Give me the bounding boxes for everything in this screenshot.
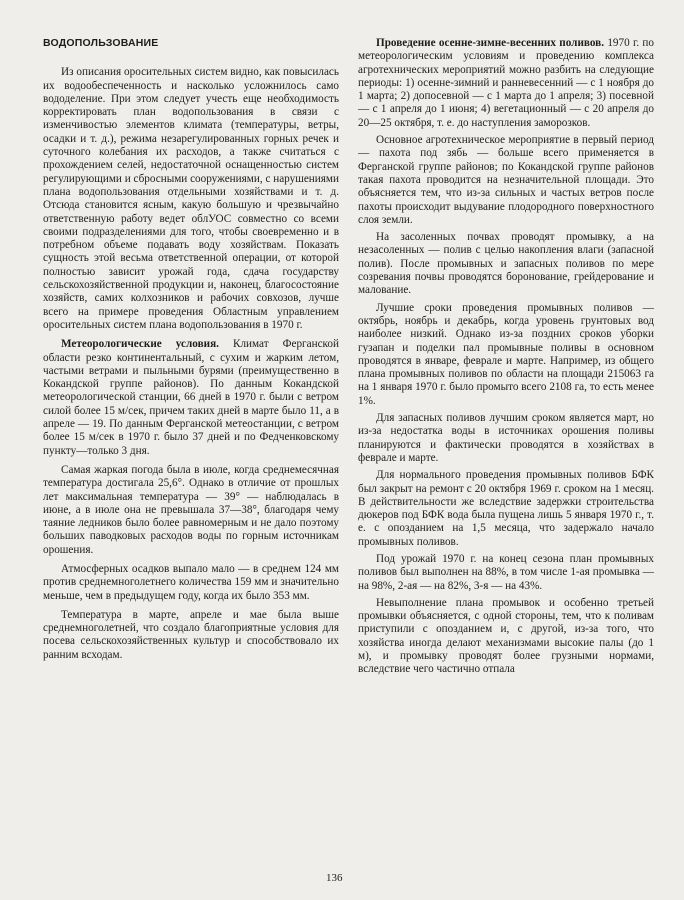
section-heading: ВОДОПОЛЬЗОВАНИЕ: [43, 37, 159, 49]
paragraph-intro: Из описания оросительных систем видно, как повысилась их водообеспеченность и насколько усложнилось само вододеление. При этом следует учесть еще необходимость корректировать план водопользования в связи с изменчивостью элементов климата (температуры, ветры, осадки и т. д.), режима незарегулированных горных речек и суточного колебания их расходов, а также считаться с прохождением селей, недостаточной оснащенностью систем регулирующими и сбросными сооружениями, с нарушениями плана водопользования отдельными хозяйствами и т. д. Отсюда становится ясным, какую большую и чрезвычайно ответственную работу ведет облУОС совместно со всеми своими подразделениями для того, чтобы своевременно и в потребном объеме подавать воду хозяйствам. Показать сущность этой весьма ответственной операции, от которой полностью зависит урожай года, сдача государству сельскохозяйственной продукции и, наконец, благосостояние хозяйств, самих колхозников и рабочих совхозов, лучше всего на примере проведения Областным управлением оросительных систем плана водопользования в 1970 г.: [43, 66, 339, 331]
right-column: [358, 37, 654, 681]
paragraph-spring-temperature: Температура в марте, апреле и мае была выше среднемноголетней, что создало благоприятные условия для посева сельскохозяйственных культур и способствовало их ранним всходам.: [43, 608, 339, 661]
paragraph-hot-weather: Самая жаркая погода была в июле, когда среднемесячная температура достигала 25,6°. Однако в отличие от прошлых лет максимальная температура — 39° — наблюдалась в июне, а в июле она не превышала 37—38°, благодаря чему таяние ледников было более равномерным и не дало поэтому больших паводковых расходов воды по горным источникам орошения.: [43, 463, 339, 556]
paragraph-irrigation-periods: [358, 37, 654, 130]
paragraph-bfk-repair: Для нормального проведения промывных поливов БФК был закрыт на ремонт с 20 октября 1969 г. сроком на 1 месяц. В действительности же вследствие задержки строительства дюкеров под БФК вода была пущена лишь 5 января 1970 г., т. е. с опозданием на 1,5 месяца, что задержало начало промывных поливов.: [358, 469, 654, 548]
paragraph-plowing: Основное агротехническое мероприятие в первый период — пахота под зябь — больше всего применяется в Ферганской группе районов; по Кокандской группе районов такая пахота проводится на незначительной площади. Это объясняется тем, что из-за сильных и частых ветров после пахоты происходит выдувание плодородного поверхностного слоя земли.: [358, 134, 654, 226]
paragraph-lead: Проведение осенне-зимне-весенних поливов.: [376, 37, 605, 49]
page-number: 136: [326, 872, 343, 884]
paragraph-plan-fulfilment: Под урожай 1970 г. на конец сезона план промывных поливов был выполнен на 88%, в том числе 1-ая промывка — на 98%, 2-ая — на 82%, 3-я — на 43%.: [358, 552, 654, 592]
paragraph-saline-soils: На засоленных почвах проводят промывку, а на незасоленных — полив с целью накопления влаги (запасной полив). После промывных и запасных поливов по мере созревания почвы проводятся боронование, грейдерование и малование.: [358, 231, 654, 297]
paragraph-leaching-terms: Лучшие сроки проведения промывных поливов — октябрь, ноябрь и декабрь, когда уровень грунтовых вод наиболее низкий. Однако из-за поздних сроков уборки гузапан и поделки пал промывные поливы в основном проводятся в январе, феврале и марте. Например, из общего плана промывных поливов по области на площади 215063 га на 1 января 1970 г. было промыто всего 2108 га, то есть менее 1%.: [358, 301, 654, 407]
paragraph-text: 1970 г. по метеорологическим условиям и проведению комплекса агротехнических мероприятий можно разбить на следующие периоды: 1) осенне-зимний и ранневесенний — с 1 ноября до 1 марта; 2) допосевной — с 1 марта до 1 апреля; 3) посевной — с 1 апреля до 1 июня; 4) вегетационный — с 20 апреля до 20—25 октября, т. е. до наступления заморозков.: [358, 37, 655, 129]
paragraph-reserve-irrigation: Для запасных поливов лучшим сроком является март, но из-за недостатка воды в источниках орошения поливы планируются и фактически проводятся в хозяйствах в феврале и марте.: [358, 412, 654, 464]
paragraph-precipitation: Атмосферных осадков выпало мало — в среднем 124 мм против среднемноголетнего количества 159 мм и значительно меньше, чем в предыдущем году, когда их было 353 мм.: [43, 562, 339, 602]
paragraph-text: Климат Ферганской области резко континентальный, с сухим и жарким летом, частыми ветрами и пыльными бурями (преимущественно в Кокандской группе районов). По данным Кокандской метеорологической станции, 66 дней в 1970 г. были с ветром силой более 15 м/сек, причем таких дней в марте было 11, а в апреле — 19. По данным Ферганской метеостанции, с ветром более 15 м/сек в 1970 г. было 37 дней и по Федченковскому пункту—только 3 дня.: [43, 338, 340, 457]
paragraph-meteorology: [43, 338, 339, 458]
left-column: [43, 37, 339, 668]
paragraph-plan-shortfall: Невыполнение плана промывок и особенно третьей промывки объясняется, с одной стороны, тем, что к поливам приступили с опозданием и, с другой, из-за того, что хозяйства иногда делают механизмами высокие палы (до 1 м), и промывку проводят более грузными нормами, вследствие чего частично отпала: [358, 596, 654, 676]
paragraph-lead: Метеорологические условия.: [61, 338, 219, 351]
